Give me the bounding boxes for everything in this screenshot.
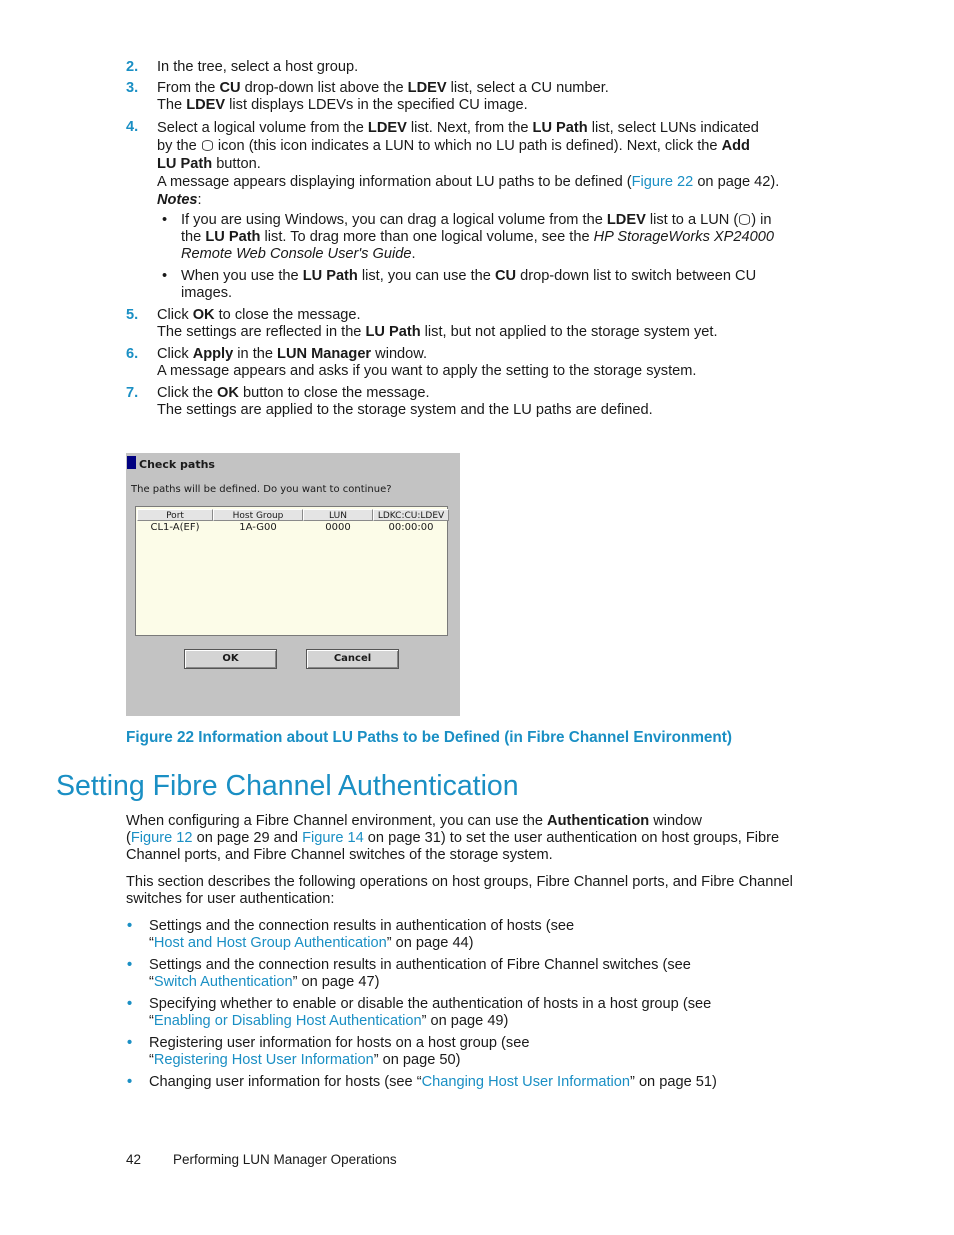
register-host-user-link[interactable]: Registering Host User Information bbox=[153, 1052, 374, 1068]
table-cell: 00:00:00 bbox=[388, 522, 434, 533]
bullet-marker: • bbox=[127, 1074, 133, 1090]
switch-auth-link[interactable]: Switch Authentication bbox=[153, 974, 293, 990]
list-item: Settings and the connection results in authentication of hosts (see “Host and Host Group Authentication” on page 44) bbox=[149, 918, 575, 951]
figure-14-link[interactable]: Figure 14 bbox=[302, 830, 364, 846]
table-row[interactable] bbox=[137, 522, 449, 534]
step-text: From the CU drop-down list above the LDEV list, select a CU number. The LDEV list displays LDEVs in the specified CU image. bbox=[157, 80, 609, 113]
table-cell: 1A-G00 bbox=[239, 522, 277, 533]
table-header bbox=[137, 509, 449, 521]
column-header[interactable]: LUN bbox=[303, 509, 373, 521]
bullet-marker: • bbox=[162, 212, 168, 228]
step-number: 3. bbox=[126, 80, 139, 96]
page-number: 42 bbox=[126, 1152, 142, 1167]
step-number: 2. bbox=[126, 59, 139, 75]
dialog-message: The paths will be defined. Do you want to continue? bbox=[131, 484, 392, 495]
bullet-marker: • bbox=[127, 996, 133, 1012]
list-item: Registering user information for hosts on a host group (see “Registering Host User Information” on page 50) bbox=[149, 1035, 530, 1068]
step-number: 7. bbox=[126, 385, 139, 401]
column-header[interactable]: LDKC:CU:LDEV bbox=[373, 509, 449, 521]
notes-label: Notes bbox=[157, 192, 198, 208]
step-text: Click OK to close the message. The settings are reflected in the LU Path list, but not applied to the storage system yet. bbox=[157, 307, 718, 340]
figure-12-link[interactable]: Figure 12 bbox=[130, 830, 193, 846]
window-icon bbox=[127, 456, 136, 469]
step-text: Click Apply in the LUN Manager window. A message appears and asks if you want to apply the setting to the storage system. bbox=[157, 346, 697, 379]
dialog-title: Check paths bbox=[139, 458, 215, 471]
footer-title: Performing LUN Manager Operations bbox=[173, 1152, 397, 1167]
description-paragraph: This section describes the following operations on host groups, Fibre Channel ports, and Fibre Channel switches for user authentication: bbox=[126, 874, 793, 907]
host-group-auth-link[interactable]: Host and Host Group Authentication bbox=[153, 935, 387, 951]
step-text: Click the OK button to close the message. The settings are applied to the storage system and the LU paths are defined. bbox=[157, 385, 653, 418]
change-host-user-link[interactable]: Changing Host User Information bbox=[421, 1074, 631, 1090]
enable-disable-auth-link[interactable]: Enabling or Disabling Host Authentication bbox=[153, 1013, 422, 1029]
column-header[interactable]: Port bbox=[137, 509, 213, 521]
lun-icon bbox=[739, 214, 750, 225]
step-number: 4. bbox=[126, 119, 139, 135]
list-item: Changing user information for hosts (see “Changing Host User Information” on page 51) bbox=[149, 1074, 717, 1090]
intro-paragraph: When configuring a Fibre Channel environment, you can use the Authentication window (Figure 12 on page 29 and Figure 14 on page 31) to set the user authentication on host groups, Fibre Channel ports, and Fibre Channel switches of the storage system. bbox=[126, 813, 780, 863]
bullet-marker: • bbox=[127, 957, 133, 973]
bullet-marker: • bbox=[127, 1035, 133, 1051]
lun-icon bbox=[202, 140, 213, 151]
section-title: Setting Fibre Channel Authentication bbox=[56, 770, 519, 802]
table-cell: CL1-A(EF) bbox=[150, 522, 200, 533]
cancel-button[interactable]: Cancel bbox=[306, 649, 399, 669]
step-text: In the tree, select a host group. bbox=[157, 59, 359, 75]
paths-table[interactable] bbox=[135, 506, 448, 636]
note-item: If you are using Windows, you can drag a logical volume from the LDEV list to a LUN ( ) in the LU Path list. To drag more than one logical volume, see the HP StorageWorks XP24000 Remote Web Console User's Guide. bbox=[181, 212, 774, 262]
step-number: 5. bbox=[126, 307, 139, 323]
step-text: Select a logical volume from the LDEV list. Next, from the LU Path list, select LUNs indicated by the icon (this icon indicates a LUN to which no LU path is defined). Next, click the Add LU Path button. A message appears displaying information about LU paths to be defined (Figure 22 on page 42). Notes: bbox=[157, 120, 780, 208]
list-item: Specifying whether to enable or disable the authentication of hosts in a host group (see “Enabling or Disabling Host Authentication” on page 49) bbox=[149, 996, 712, 1029]
step-number: 6. bbox=[126, 346, 139, 362]
figure-22-link[interactable]: Figure 22 bbox=[631, 174, 694, 190]
figure-caption: Figure 22 Information about LU Paths to be Defined (in Fibre Channel Environment) bbox=[126, 729, 732, 746]
bullet-marker: • bbox=[162, 268, 168, 284]
list-item: Settings and the connection results in authentication of Fibre Channel switches (see “Switch Authentication” on page 47) bbox=[149, 957, 691, 990]
check-paths-dialog bbox=[126, 453, 460, 716]
note-item: When you use the LU Path list, you can use the CU drop-down list to switch between CU images. bbox=[181, 268, 757, 301]
bullet-marker: • bbox=[127, 918, 133, 934]
table-cell: 0000 bbox=[325, 522, 351, 533]
column-header[interactable]: Host Group bbox=[213, 509, 303, 521]
ok-button[interactable]: OK bbox=[184, 649, 277, 669]
